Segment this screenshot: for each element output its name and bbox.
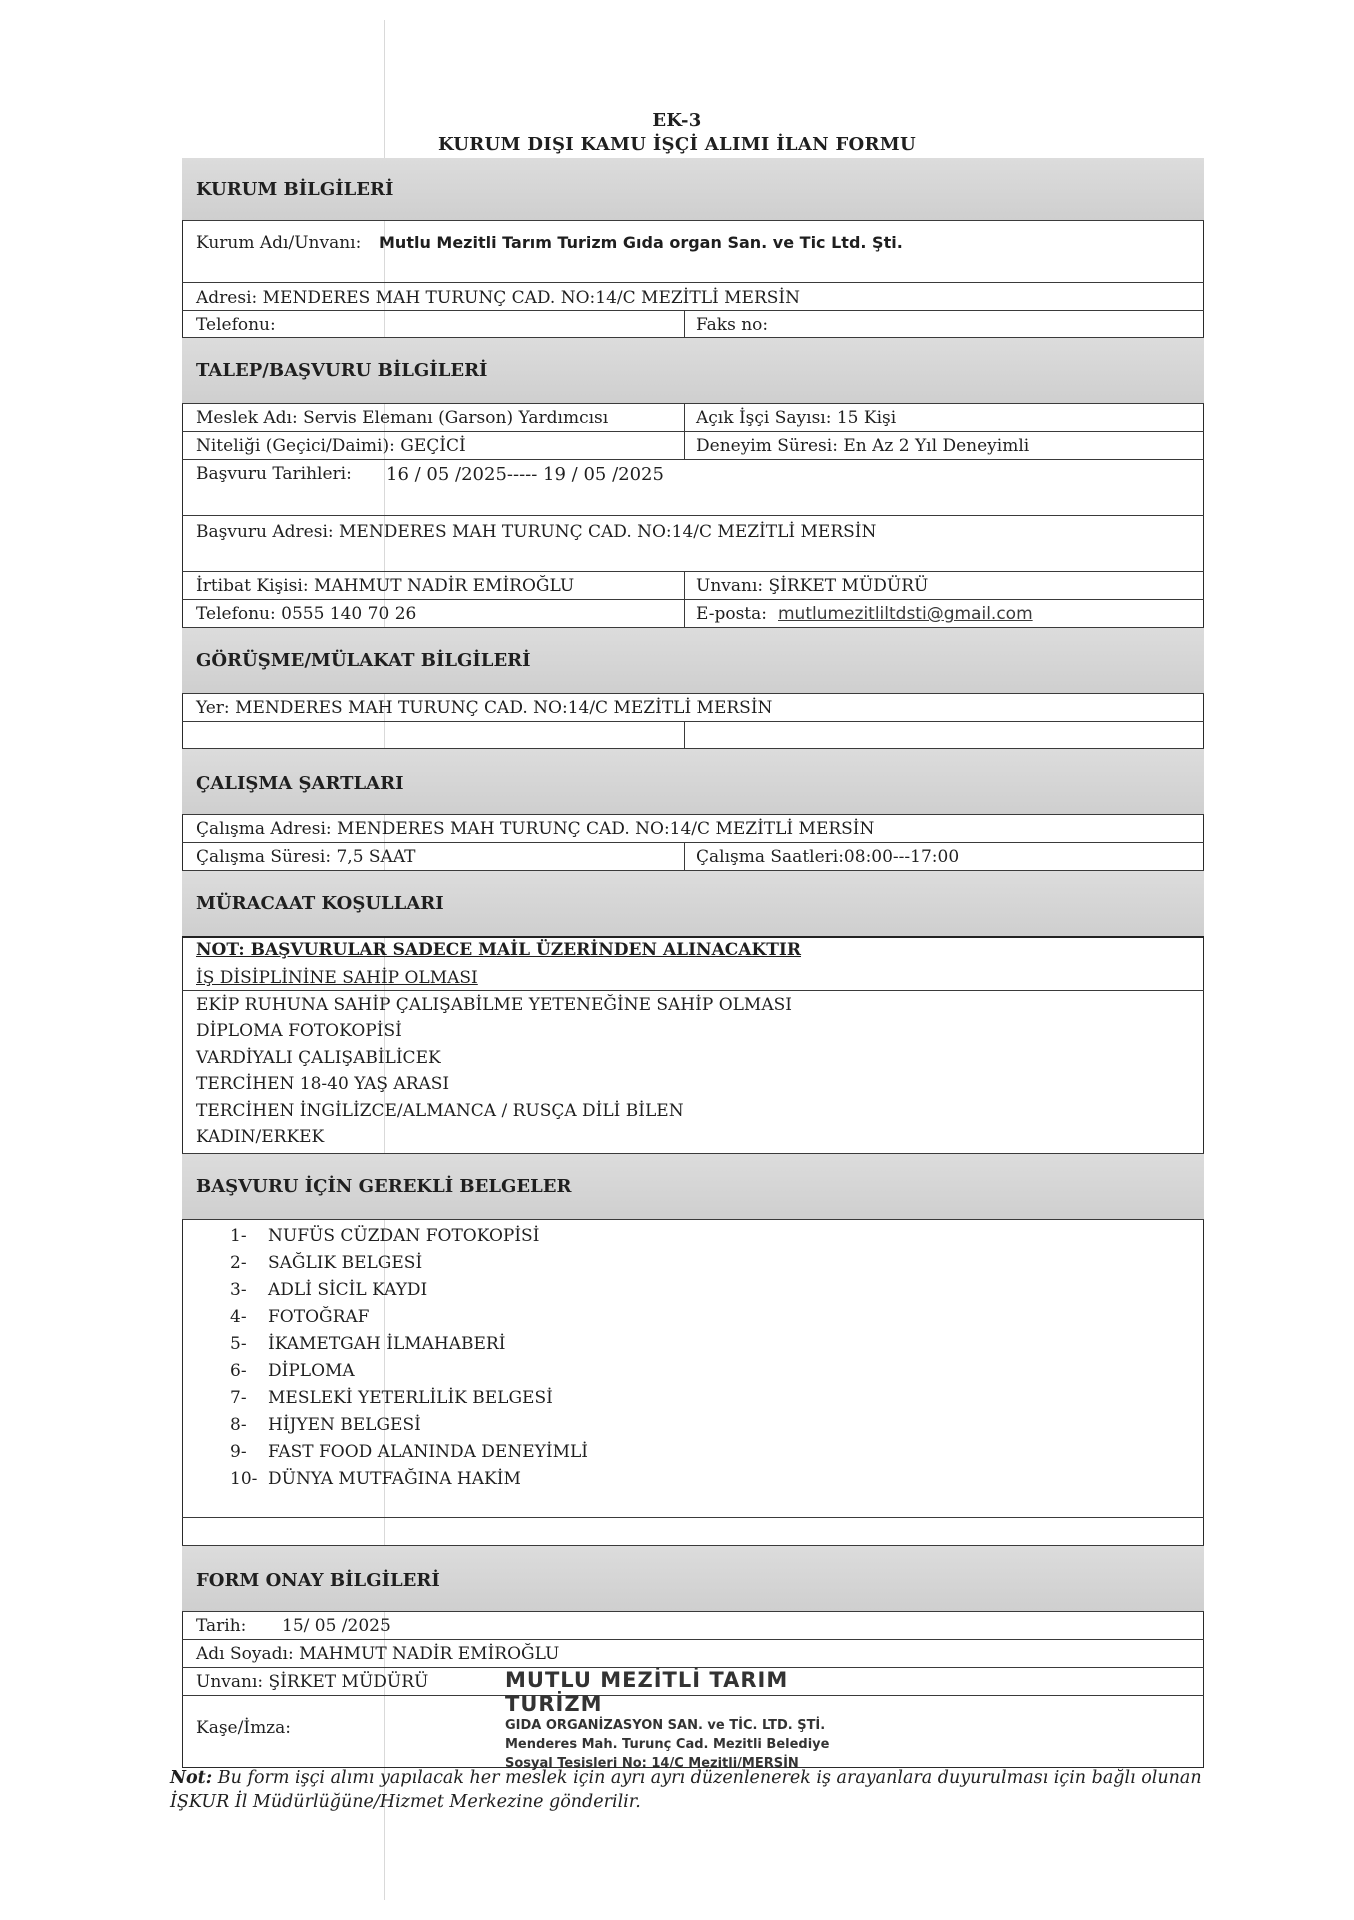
section-title: GÖRÜŞME/MÜLAKAT BİLGİLERİ (196, 650, 531, 671)
kurum-adi-value: Mutlu Mezitli Tarım Turizm Gıda organ San. ve Tic Ltd. Şti. (379, 233, 903, 252)
section-title: BAŞVURU İÇİN GEREKLİ BELGELER (196, 1176, 572, 1197)
row-onay-ad (182, 1639, 1204, 1667)
deneyim-suresi: Deneyim Süresi: En Az 2 Yıl Deneyimli (696, 436, 1030, 456)
document-item: 2- SAĞLIK BELGESİ (230, 1253, 423, 1273)
condition-item: KADIN/ERKEK (196, 1127, 325, 1147)
condition-item: EKİP RUHUNA SAHİP ÇALIŞABİLME YETENEĞİNE SAHİP OLMASI (196, 994, 792, 1015)
kurum-telefon-label: Telefonu: (196, 315, 276, 335)
calisma-suresi: Çalışma Süresi: 7,5 SAAT (196, 847, 416, 867)
section-title: ÇALIŞMA ŞARTLARI (196, 773, 404, 794)
section-title: KURUM BİLGİLERİ (196, 179, 394, 200)
section-title: FORM ONAY BİLGİLERİ (196, 1570, 440, 1591)
condition-item: İŞ DİSİPLİNİNE SAHİP OLMASI (196, 968, 478, 988)
kurum-adres: Adresi: MENDERES MAH TURUNÇ CAD. NO:14/C MEZİTLİ MERSİN (196, 288, 800, 308)
form-title: KURUM DIŞI KAMU İŞÇİ ALIMI İLAN FORMU (437, 134, 917, 155)
row-belgeler-empty (182, 1517, 1204, 1545)
section-title: TALEP/BAŞVURU BİLGİLERİ (196, 360, 488, 381)
document-item: 10- DÜNYA MUTFAĞINA HAKİM (230, 1469, 521, 1489)
stamp-title: MUTLU MEZİTLİ TARIM TURİZM (505, 1668, 789, 1716)
section-gorusme (182, 627, 1204, 693)
acik-isci-sayisi: Açık İşçi Sayısı: 15 Kişi (696, 408, 897, 428)
condition-item: DİPLOMA FOTOKOPİSİ (196, 1021, 402, 1041)
condition-item: TERCİHEN 18-40 YAŞ ARASI (196, 1074, 450, 1094)
row-basvuru-adresi (182, 515, 1204, 571)
document-item: 7- MESLEKİ YETERLİLİK BELGESİ (230, 1388, 553, 1408)
column-divider (684, 432, 685, 460)
document-item: 1- NUFÜS CÜZDAN FOTOKOPİSİ (230, 1226, 540, 1246)
belgeler-divider (182, 1219, 1204, 1220)
row-basvuru-tarihleri (182, 459, 1204, 515)
column-divider (684, 722, 685, 749)
kurum-faks-label: Faks no: (696, 315, 769, 335)
section-muracaat (182, 870, 1204, 936)
section-belgeler (182, 1153, 1204, 1219)
onay-unvan: Unvanı: ŞİRKET MÜDÜRÜ (196, 1672, 429, 1692)
gorusme-yer: Yer: MENDERES MAH TURUNÇ CAD. NO:14/C MEZİTLİ MERSİN (196, 698, 773, 718)
irtibat-unvan: Unvanı: ŞİRKET MÜDÜRÜ (696, 576, 929, 596)
onay-ad-soyad: Adı Soyadı: MAHMUT NADİR EMİROĞLU (196, 1644, 560, 1664)
document-item: 3- ADLİ SİCİL KAYDI (230, 1280, 428, 1300)
document-item: 8- HİJYEN BELGESİ (230, 1415, 421, 1435)
stamp-line: Sosyal Tesisleri No: 14/C Mezitli/MERSİN (505, 1756, 799, 1771)
footer-note (170, 1766, 1210, 1814)
meslek-adi: Meslek Adı: Servis Elemanı (Garson) Yardımcısı (196, 408, 609, 428)
irtibat-telefon: Telefonu: 0555 140 70 26 (196, 604, 417, 624)
row-gorusme-empty (182, 721, 1204, 748)
stamp-line: GIDA ORGANİZASYON SAN. ve TİC. LTD. ŞTİ. (505, 1718, 826, 1733)
form-code: EK-3 (652, 110, 702, 131)
muracaat-note: NOT: BAŞVURULAR SADECE MAİL ÜZERİNDEN ALINACAKTIR (196, 940, 802, 960)
muracaat-divider (182, 936, 1204, 938)
row-kurum-adres (182, 282, 1204, 310)
calisma-adresi: Çalışma Adresi: MENDERES MAH TURUNÇ CAD. NO:14/C MEZİTLİ MERSİN (196, 819, 875, 839)
document-item: 6- DİPLOMA (230, 1361, 355, 1381)
kase-imza-label: Kaşe/İmza: (196, 1718, 292, 1738)
section-kurum (182, 158, 1204, 220)
column-divider (684, 404, 685, 432)
nitelik: Niteliği (Geçici/Daimi): GEÇİCİ (196, 436, 466, 456)
row-kurum-adi (182, 220, 1204, 282)
row-meslek (182, 403, 1204, 431)
row-kurum-telefon (182, 310, 1204, 337)
basvuru-tarihleri-label: Başvuru Tarihleri: (196, 464, 352, 484)
column-divider (684, 311, 685, 338)
section-calisma (182, 748, 1204, 814)
section-title: MÜRACAAT KOŞULLARI (196, 893, 444, 914)
stamp-line: Menderes Mah. Turunç Cad. Mezitli Belediye (505, 1737, 830, 1752)
calisma-saatleri: Çalışma Saatleri:08:00---17:00 (696, 847, 960, 867)
section-onay (182, 1545, 1204, 1611)
conditions-list (196, 965, 792, 1151)
eposta-link[interactable]: mutlumezitliltdsti@gmail.com (778, 604, 1033, 624)
irtibat-kisisi: İrtibat Kişisi: MAHMUT NADİR EMİROĞLU (196, 576, 575, 596)
footer-note-label: Not: (170, 1768, 213, 1788)
footer-note-text: Bu form işçi alımı yapılacak her meslek için ayrı ayrı düzenlenerek iş arayanlara duyurulması için bağlı olunan İŞKUR İl Müdürlüğüne/Hizmet Merkezine gönderilir. (170, 1768, 1202, 1812)
onay-tarih-label: Tarih: (196, 1616, 247, 1636)
document-item: 9- FAST FOOD ALANINDA DENEYİMLİ (230, 1442, 588, 1462)
onay-tarih-value: 15/ 05 /2025 (282, 1616, 391, 1636)
row-calisma-sure (182, 842, 1204, 870)
documents-list (230, 1223, 588, 1493)
column-divider (684, 843, 685, 871)
row-calisma-adres (182, 814, 1204, 842)
basvuru-adresi: Başvuru Adresi: MENDERES MAH TURUNÇ CAD. NO:14/C MEZİTLİ MERSİN (196, 522, 877, 542)
company-stamp (505, 1668, 885, 1773)
eposta-label: E-posta: (696, 604, 768, 624)
row-gorusme-yer (182, 693, 1204, 721)
row-irtibat (182, 571, 1204, 599)
kurum-adi-label: Kurum Adı/Unvanı: (196, 233, 362, 253)
row-irtibat-telefon (182, 599, 1204, 627)
condition-item: TERCİHEN İNGİLİZCE/ALMANCA / RUSÇA DİLİ BİLEN (196, 1100, 684, 1121)
basvuru-tarihleri-value: 16 / 05 /2025----- 19 / 05 /2025 (386, 464, 664, 485)
row-onay-tarih (182, 1611, 1204, 1639)
row-nitelik (182, 431, 1204, 459)
document-item: 4- FOTOĞRAF (230, 1307, 370, 1327)
condition-item: VARDİYALI ÇALIŞABİLİCEK (196, 1047, 441, 1068)
section-talep (182, 337, 1204, 403)
document-item: 5- İKAMETGAH İLMAHABERİ (230, 1334, 506, 1354)
